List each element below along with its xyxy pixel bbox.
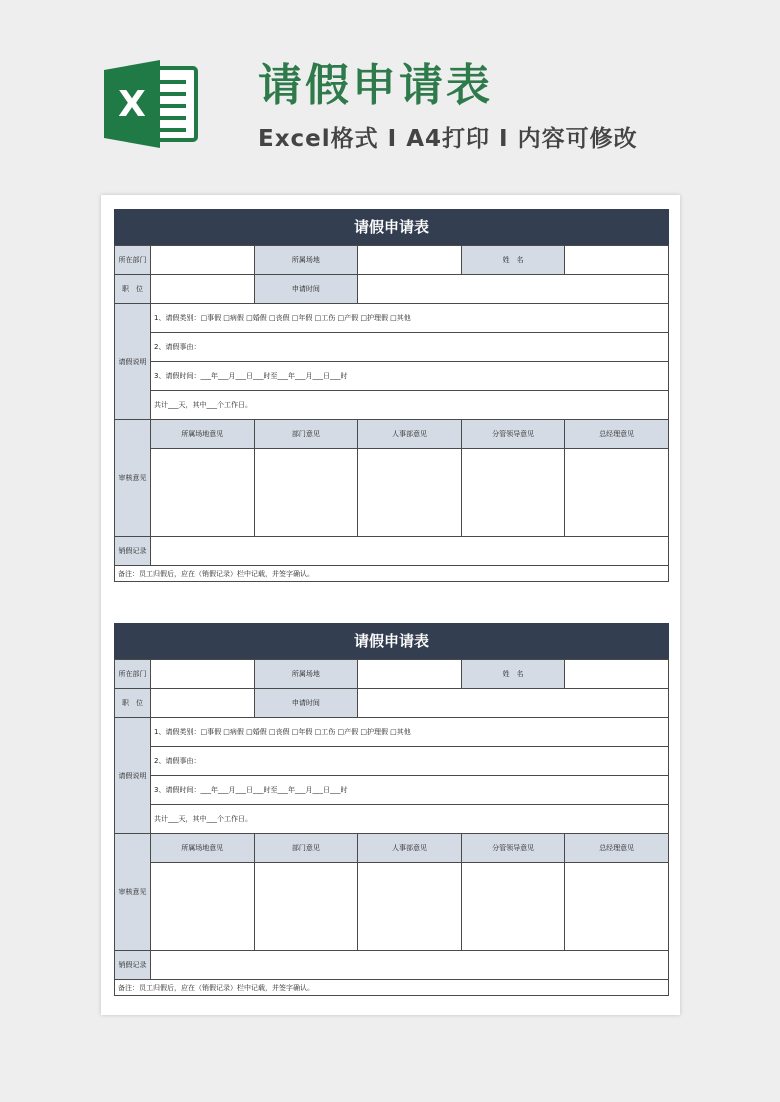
review-header: 总经理意见 (565, 420, 669, 449)
apply-time-label: 申请时间 (254, 689, 358, 718)
reason-line[interactable]: 2、请假事由： (151, 333, 669, 362)
leave-type-line[interactable]: 1、请假类别：□事假 □病假 □婚假 □丧假 □年假 □工伤 □产假 □护理假 □其他 (151, 718, 669, 747)
form-title: 请假申请表 (114, 623, 669, 659)
cancel-record-label: 销假记录 (115, 537, 151, 566)
form-note: 备注：员工归假后，应在（销假记录）栏中记载，并签字确认。 (114, 980, 669, 996)
cancel-record-field[interactable] (151, 537, 669, 566)
apply-time-label: 申请时间 (254, 275, 358, 304)
position-field[interactable] (151, 689, 255, 718)
review-header: 人事部意见 (358, 420, 462, 449)
site-field[interactable] (358, 660, 462, 689)
department-label: 所在部门 (115, 660, 151, 689)
review-header: 所属场地意见 (151, 420, 255, 449)
excel-icon (102, 58, 198, 150)
review-label: 审核意见 (115, 834, 151, 951)
site-field[interactable] (358, 246, 462, 275)
position-field[interactable] (151, 275, 255, 304)
position-label: 职 位 (115, 689, 151, 718)
apply-time-field[interactable] (358, 275, 669, 304)
review-header: 总经理意见 (565, 834, 669, 863)
review-field-leader[interactable] (461, 449, 565, 537)
reason-line[interactable]: 2、请假事由： (151, 747, 669, 776)
page-title: 请假申请表 (258, 60, 493, 111)
review-header: 分管领导意见 (461, 834, 565, 863)
leave-form-2 (114, 623, 669, 996)
position-label: 职 位 (115, 275, 151, 304)
review-label: 审核意见 (115, 420, 151, 537)
review-header: 分管领导意见 (461, 420, 565, 449)
review-header: 所属场地意见 (151, 834, 255, 863)
review-field-hr[interactable] (358, 449, 462, 537)
review-header: 部门意见 (254, 834, 358, 863)
site-label: 所属场地 (254, 246, 358, 275)
page-subtitle: Excel格式 I A4打印 I 内容可修改 (258, 126, 638, 152)
review-header: 部门意见 (254, 420, 358, 449)
apply-time-field[interactable] (358, 689, 669, 718)
site-label: 所属场地 (254, 660, 358, 689)
review-field-department[interactable] (254, 863, 358, 951)
name-label: 姓 名 (461, 246, 565, 275)
department-field[interactable] (151, 660, 255, 689)
cancel-record-label: 销假记录 (115, 951, 151, 980)
form-table (114, 245, 669, 566)
review-field-gm[interactable] (565, 449, 669, 537)
review-field-site[interactable] (151, 449, 255, 537)
department-field[interactable] (151, 246, 255, 275)
explain-label: 请假说明 (115, 304, 151, 420)
name-field[interactable] (565, 660, 669, 689)
form-title: 请假申请表 (114, 209, 669, 245)
review-field-site[interactable] (151, 863, 255, 951)
review-field-leader[interactable] (461, 863, 565, 951)
logo-letter: X (118, 84, 146, 125)
name-field[interactable] (565, 246, 669, 275)
leave-time-line[interactable]: 3、请假时间：___年___月___日___时至___年___月___日___时 (151, 776, 669, 805)
name-label: 姓 名 (461, 660, 565, 689)
total-days-line[interactable]: 共计___天，其中___个工作日。 (151, 805, 669, 834)
form-table (114, 659, 669, 980)
department-label: 所在部门 (115, 246, 151, 275)
review-field-department[interactable] (254, 449, 358, 537)
review-field-gm[interactable] (565, 863, 669, 951)
cancel-record-field[interactable] (151, 951, 669, 980)
leave-form-1 (114, 209, 669, 582)
review-field-hr[interactable] (358, 863, 462, 951)
explain-label: 请假说明 (115, 718, 151, 834)
total-days-line[interactable]: 共计___天，其中___个工作日。 (151, 391, 669, 420)
review-header: 人事部意见 (358, 834, 462, 863)
leave-type-line[interactable]: 1、请假类别：□事假 □病假 □婚假 □丧假 □年假 □工伤 □产假 □护理假 □其他 (151, 304, 669, 333)
form-note: 备注：员工归假后，应在（销假记录）栏中记载，并签字确认。 (114, 566, 669, 582)
leave-time-line[interactable]: 3、请假时间：___年___月___日___时至___年___月___日___时 (151, 362, 669, 391)
